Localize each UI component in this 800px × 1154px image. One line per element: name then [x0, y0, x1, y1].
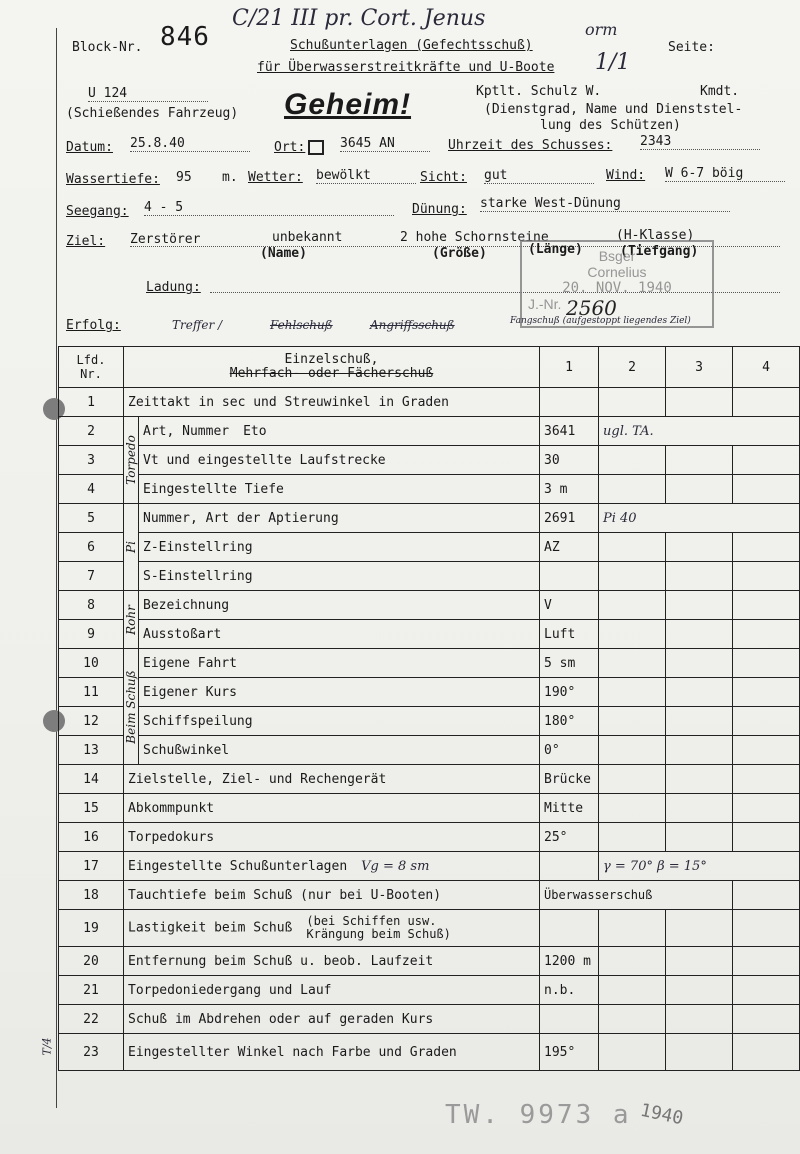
value-col-4: [733, 765, 800, 794]
row-group-label: Pi: [124, 541, 138, 553]
table-row: [59, 475, 800, 504]
value-col-1: n.b.: [540, 976, 599, 1005]
datum-label: Datum:: [66, 140, 113, 155]
table-row: [59, 533, 800, 562]
row-label-cell: [139, 446, 540, 475]
row-label-cell: [139, 591, 540, 620]
row-label: S-Einstellring: [143, 568, 253, 584]
erfolg-treffer: Treffer /: [172, 318, 223, 332]
receipt-stamp: [520, 240, 714, 328]
value-col-3: [666, 388, 733, 417]
wassertiefe-value: 95: [176, 170, 192, 185]
row-label: Vt und eingestellte Laufstrecke: [143, 452, 386, 468]
row-label: Eigene Fahrt: [143, 655, 237, 671]
value-col-1: 0°: [540, 736, 599, 765]
table-row: [59, 388, 800, 417]
value-col-4: [733, 562, 800, 591]
table-row: [59, 649, 800, 678]
ziel-name-value: unbekannt: [272, 230, 343, 245]
uhrzeit-value: 2343: [640, 134, 760, 150]
value-col-1: AZ: [540, 533, 599, 562]
value-col-1: Brücke: [540, 765, 599, 794]
row-label-cell: [139, 417, 540, 446]
value-col-3: [666, 475, 733, 504]
row-label-extra: Vg = 8 sm: [361, 858, 430, 874]
value-col-4: [733, 446, 800, 475]
table-body: [59, 388, 800, 1071]
value-col-1: Mitte: [540, 794, 599, 823]
row-number: 10: [59, 649, 124, 678]
commander-value: Kptlt. Schulz W.: [476, 84, 602, 99]
value-col-2: [599, 562, 666, 591]
wetter-label: Wetter:: [248, 170, 303, 185]
stamp-line2: Cornelius: [587, 264, 647, 280]
value-col-1: 25°: [540, 823, 599, 852]
row-label: Eingestellte Tiefe: [143, 481, 284, 497]
top-note: orm: [585, 20, 618, 39]
tiefgang-caption: (Tiefgang): [620, 244, 699, 259]
value-col-4: [733, 533, 800, 562]
ziel-class-value: (H-Klasse): [616, 228, 695, 243]
erfolg-fehlschuss: Fehlschuß: [270, 318, 333, 332]
row-group-torpedo: [124, 417, 139, 504]
value-col-2: [599, 446, 666, 475]
row-number: 5: [59, 504, 124, 533]
row-label-cell: [124, 823, 540, 852]
ort-box: [308, 140, 324, 155]
row-label: Ausstoßart: [143, 626, 222, 642]
value-col-4: [733, 475, 800, 504]
value-col-1: 5 sm: [540, 649, 599, 678]
erfolg-angriffsschuss: Angriffsschuß: [370, 318, 455, 332]
value-col-4: [733, 794, 800, 823]
value-col-4: [733, 910, 800, 947]
value-col-2: [599, 620, 666, 649]
value-col-2: Pi 40: [599, 504, 800, 533]
row-label: Eigener Kurs: [143, 684, 237, 700]
row-label-cell: [124, 881, 540, 910]
row-label-cell: [139, 620, 540, 649]
row-group-label: Beim Schuß: [124, 669, 138, 744]
row-number: 20: [59, 947, 124, 976]
value-col-4: [733, 649, 800, 678]
wind-label: Wind:: [606, 168, 646, 183]
table-row: [59, 591, 800, 620]
row-label: Art, Nummer: [143, 423, 230, 439]
table-row: [59, 910, 800, 947]
row-number: 7: [59, 562, 124, 591]
table-row: [59, 504, 800, 533]
table-row: [59, 794, 800, 823]
value-col-2: [599, 947, 666, 976]
table-row: [59, 446, 800, 475]
row-label-extra: (bei Schiffen usw. Krängung beim Schuß): [306, 914, 451, 941]
archive-year: 1940: [638, 1099, 686, 1130]
commander-role: Kmdt.: [700, 84, 740, 99]
value-col-2: [599, 1005, 666, 1034]
row-number: 22: [59, 1005, 124, 1034]
header-title: Einzelschuß,: [284, 352, 379, 367]
row-label: Lastigkeit beim Schuß: [128, 920, 293, 936]
col-1: 1: [540, 347, 599, 388]
handwritten-fraction: 1/1: [595, 50, 631, 75]
row-number: 3: [59, 446, 124, 475]
row-label-cell: [139, 707, 540, 736]
value-col-2: [599, 475, 666, 504]
value-col-2: [599, 765, 666, 794]
value-col-3: [666, 910, 733, 947]
ladung-label: Ladung:: [146, 280, 201, 295]
value-col-2: [599, 707, 666, 736]
sicht-label: Sicht:: [420, 170, 467, 185]
margin-note: T/4: [40, 1037, 54, 1056]
table-row: [59, 620, 800, 649]
value-col-1: [540, 388, 599, 417]
table-row: [59, 976, 800, 1005]
row-number: 6: [59, 533, 124, 562]
row-label: Schußwinkel: [143, 742, 230, 758]
value-col-2: [599, 678, 666, 707]
row-number: 21: [59, 976, 124, 1005]
row-label-cell: [139, 533, 540, 562]
row-label: Entfernung beim Schuß u. beob. Laufzeit: [128, 953, 434, 969]
row-label-cell: [124, 947, 540, 976]
row-group-rohr: [124, 591, 139, 649]
row-label-cell: [139, 678, 540, 707]
margin-line: [56, 28, 57, 1108]
sicht-value: gut: [484, 168, 594, 184]
table-row: [59, 947, 800, 976]
geheim-stamp: Geheim!: [284, 88, 412, 121]
wind-value: W 6-7 böig: [665, 166, 785, 182]
value-col-1: 2691: [540, 504, 599, 533]
row-number: 12: [59, 707, 124, 736]
boat-caption: (Schießendes Fahrzeug): [66, 106, 239, 121]
table-header-row: [59, 347, 800, 388]
row-label: Schiffspeilung: [143, 713, 253, 729]
row-number: 19: [59, 910, 124, 947]
value-col-2: [599, 388, 666, 417]
seegang-value: 4 - 5: [144, 200, 394, 216]
row-label-cell: [139, 475, 540, 504]
shot-table: [58, 346, 800, 1071]
row-label: Tauchtiefe beim Schuß (nur bei U-Booten): [128, 887, 442, 903]
row-label-cell: [124, 765, 540, 794]
datum-value: 25.8.40: [130, 136, 250, 152]
value-col-3: [666, 823, 733, 852]
ort-value: 3645 AN: [340, 136, 430, 152]
value-col-1: Luft: [540, 620, 599, 649]
row-number: 16: [59, 823, 124, 852]
value-col-1: [540, 1005, 599, 1034]
row-number: 13: [59, 736, 124, 765]
name-caption: (Name): [260, 246, 307, 261]
value-col-1: 3 m: [540, 475, 599, 504]
ort-label: Ort:: [274, 140, 306, 155]
row-number: 2: [59, 417, 124, 446]
seegang-label: Seegang:: [66, 204, 129, 219]
table-row: [59, 678, 800, 707]
value-col-2: [599, 736, 666, 765]
row-number: 4: [59, 475, 124, 504]
row-label: Bezeichnung: [143, 597, 230, 613]
row-label: Torpedokurs: [128, 829, 215, 845]
row-label-cell: [124, 388, 540, 417]
row-label-cell: [139, 649, 540, 678]
value-col-2: [599, 591, 666, 620]
col-2: 2: [599, 347, 666, 388]
value-col-2: [599, 794, 666, 823]
ziel-value: Zerstörer: [130, 232, 201, 247]
archive-stamp: [445, 1100, 632, 1130]
erfolg-label: Erfolg:: [66, 318, 121, 333]
value-col-4: [733, 976, 800, 1005]
row-label-cell: [139, 736, 540, 765]
row-group-label: Rohr: [124, 604, 138, 635]
stamp-line1: Bsger: [598, 248, 636, 264]
groesse-caption: (Größe): [432, 246, 487, 261]
wassertiefe-unit: m.: [222, 170, 238, 185]
row-group-pi: [124, 504, 139, 591]
header-strike: Mehrfach- oder Fächerschuß: [229, 366, 434, 381]
row-label: Zielstelle, Ziel- und Rechengerät: [128, 771, 387, 787]
commander-caption-2: lung des Schützen): [540, 118, 681, 133]
row-group-label: Torpedo: [124, 435, 138, 485]
value-col-1: 1200 m: [540, 947, 599, 976]
value-col-1: 30: [540, 446, 599, 475]
row-label: Z-Einstellring: [143, 539, 253, 555]
value-col-2: [599, 1034, 666, 1071]
value-col-4: [733, 736, 800, 765]
value-col-4: [733, 707, 800, 736]
value-col-4: [733, 1034, 800, 1071]
table-row: [59, 823, 800, 852]
archive-label: TW.: [445, 1100, 501, 1130]
value-col-3: [666, 765, 733, 794]
form-title: Schußunterlagen (Gefechtsschuß): [290, 38, 533, 53]
table-row: [59, 1005, 800, 1034]
block-handwritten-note: C/21 III pr. Cort. Jenus: [232, 6, 486, 31]
value-col-1: 190°: [540, 678, 599, 707]
value-col-3: [666, 1005, 733, 1034]
row-label-cell: [124, 794, 540, 823]
value-col-3: [666, 678, 733, 707]
row-label-cell: [139, 504, 540, 533]
table-row: [59, 736, 800, 765]
value-col-1: [540, 910, 599, 947]
wassertiefe-label: Wassertiefe:: [66, 172, 160, 187]
value-col-3: [666, 947, 733, 976]
form-subtitle: für Überwasserstreitkräfte und U-Boote: [257, 60, 555, 75]
value-col-2: [599, 823, 666, 852]
col-4: 4: [733, 347, 800, 388]
stamp-jnr-value: 2560: [566, 296, 617, 320]
commander-caption: (Dienstgrad, Name und Dienststel-: [484, 102, 743, 117]
value-col-4: [733, 881, 800, 910]
row-group-beim: [124, 649, 139, 765]
value-col-3: [666, 591, 733, 620]
block-number: 846: [160, 22, 210, 52]
duenung-value: starke West-Dünung: [480, 196, 730, 212]
page-label: Seite:: [668, 40, 715, 55]
col-3: 3: [666, 347, 733, 388]
value-col-4: [733, 823, 800, 852]
value-col-3: [666, 533, 733, 562]
uhrzeit-label: Uhrzeit des Schusses:: [448, 138, 613, 153]
value-col-1: 195°: [540, 1034, 599, 1071]
value-col-1: [540, 852, 599, 881]
value-col-4: [733, 620, 800, 649]
value-col-2: [599, 976, 666, 1005]
stamp-jnr-label: J.-Nr.: [528, 296, 562, 312]
value-col-1: Überwasserschuß: [540, 881, 733, 910]
value-col-3: [666, 794, 733, 823]
value-col-1: [540, 562, 599, 591]
ziel-size-value: 2 hohe Schornsteine: [400, 230, 549, 245]
header-nr: Lfd. Nr.: [59, 347, 124, 388]
value-col-2: [599, 910, 666, 947]
row-label: Zeittakt in sec und Streuwinkel in Graden: [128, 394, 449, 410]
value-col-3: [666, 620, 733, 649]
header-title-cell: [124, 347, 540, 388]
stamp-date: 20. NOV. 1940: [562, 280, 672, 296]
row-label-cell: [139, 562, 540, 591]
row-label: Schuß im Abdrehen oder auf geraden Kurs: [128, 1011, 434, 1027]
archive-number: 9973 a: [519, 1100, 632, 1130]
row-label-cell: [124, 910, 540, 947]
row-number: 1: [59, 388, 124, 417]
row-number: 8: [59, 591, 124, 620]
table-row: [59, 1034, 800, 1071]
value-col-2: ugl. TA.: [599, 417, 800, 446]
value-col-4: [733, 1005, 800, 1034]
value-col-3: [666, 976, 733, 1005]
table-row: [59, 852, 800, 881]
value-col-3: [666, 649, 733, 678]
value-col-3: [666, 446, 733, 475]
boat-value: U 124: [88, 86, 208, 102]
row-label: Eingestellte Schußunterlagen: [128, 858, 348, 874]
value-col-4: [733, 591, 800, 620]
row-number: 9: [59, 620, 124, 649]
row-number: 18: [59, 881, 124, 910]
table-row: [59, 881, 800, 910]
value-col-3: [666, 707, 733, 736]
row-label: Nummer, Art der Aptierung: [143, 510, 339, 526]
row-label: Torpedoniedergang und Lauf: [128, 982, 332, 998]
row-number: 17: [59, 852, 124, 881]
table-row: [59, 417, 800, 446]
duenung-label: Dünung:: [412, 202, 467, 217]
ziel-label: Ziel:: [66, 234, 106, 249]
value-col-3: [666, 736, 733, 765]
block-label: Block-Nr.: [72, 40, 143, 55]
value-col-4: [733, 947, 800, 976]
row-number: 14: [59, 765, 124, 794]
erfolg-fangschuss: Fangschuß (aufgestoppt liegendes Ziel): [510, 316, 691, 326]
value-col-1: 3641: [540, 417, 599, 446]
row-label-cell: [124, 1034, 540, 1071]
row-label-cell: [124, 1005, 540, 1034]
row-label: Abkommpunkt: [128, 800, 215, 816]
value-col-4: [733, 388, 800, 417]
row-label-cell: [124, 976, 540, 1005]
table-row: [59, 562, 800, 591]
row-number: 11: [59, 678, 124, 707]
row-label-cell: [124, 852, 540, 881]
wetter-value: bewölkt: [316, 168, 416, 184]
table-row: [59, 707, 800, 736]
value-col-4: [733, 678, 800, 707]
value-col-3: [666, 1034, 733, 1071]
row-label: Eingestellter Winkel nach Farbe und Graden: [128, 1044, 457, 1060]
value-col-2: [599, 649, 666, 678]
row-number: 23: [59, 1034, 124, 1071]
value-col-2: γ = 70° β = 15°: [599, 852, 800, 881]
laenge-caption: (Länge): [528, 242, 583, 257]
value-col-1: V: [540, 591, 599, 620]
value-col-3: [666, 562, 733, 591]
value-col-2: [599, 533, 666, 562]
value-col-1: 180°: [540, 707, 599, 736]
row-label-extra: Eto: [243, 423, 267, 439]
row-number: 15: [59, 794, 124, 823]
table-row: [59, 765, 800, 794]
